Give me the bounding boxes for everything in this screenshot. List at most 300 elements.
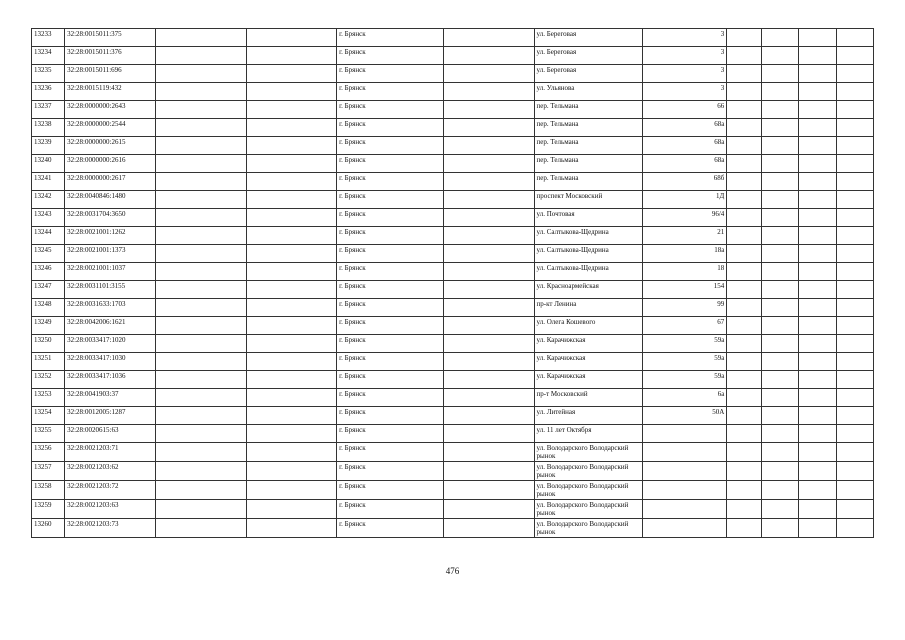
city-cell: г. Брянск [337, 245, 443, 263]
cadastral-number-cell: 32:28:0021203:73 [65, 519, 156, 538]
city-cell: г. Брянск [337, 209, 443, 227]
house-number-cell [643, 443, 727, 462]
empty-cell [443, 47, 534, 65]
row-number-cell: 13247 [32, 281, 65, 299]
cadastral-number-cell: 32:28:0042006:1621 [65, 317, 156, 335]
empty-cell [837, 29, 874, 47]
empty-cell [247, 83, 337, 101]
row-number-cell: 13250 [32, 335, 65, 353]
empty-cell [443, 209, 534, 227]
empty-cell [837, 371, 874, 389]
empty-cell [837, 281, 874, 299]
house-number-cell: 3 [643, 29, 727, 47]
empty-cell [443, 299, 534, 317]
empty-cell [727, 83, 761, 101]
house-number-cell [643, 519, 727, 538]
empty-cell [799, 173, 837, 191]
empty-cell [443, 191, 534, 209]
street-cell: ул. Береговая [534, 65, 643, 83]
table-row [32, 317, 874, 335]
empty-cell [156, 155, 247, 173]
cadastral-number-cell: 32:28:0000000:2544 [65, 119, 156, 137]
empty-cell [156, 137, 247, 155]
empty-cell [799, 137, 837, 155]
cadastral-number-cell: 32:28:0021203:63 [65, 500, 156, 519]
empty-cell [761, 137, 799, 155]
city-cell: г. Брянск [337, 65, 443, 83]
house-number-cell: 1Д [643, 191, 727, 209]
empty-cell [727, 191, 761, 209]
city-cell: г. Брянск [337, 191, 443, 209]
cadastral-number-cell: 32:28:0033417:1036 [65, 371, 156, 389]
street-cell: пер. Тельмана [534, 137, 643, 155]
empty-cell [761, 173, 799, 191]
row-number-cell: 13257 [32, 462, 65, 481]
register-table-body [32, 29, 874, 538]
cadastral-number-cell: 32:28:0015119:432 [65, 83, 156, 101]
cadastral-number-cell: 32:28:0000000:2615 [65, 137, 156, 155]
empty-cell [156, 83, 247, 101]
row-number-cell: 13236 [32, 83, 65, 101]
table-row [32, 371, 874, 389]
empty-cell [156, 425, 247, 443]
street-cell: ул. Володарского Володарский рынок [534, 462, 643, 481]
empty-cell [761, 245, 799, 263]
row-number-cell: 13245 [32, 245, 65, 263]
cadastral-number-cell: 32:28:0031704:3650 [65, 209, 156, 227]
empty-cell [837, 519, 874, 538]
empty-cell [837, 173, 874, 191]
empty-cell [761, 263, 799, 281]
empty-cell [761, 155, 799, 173]
empty-cell [156, 263, 247, 281]
street-cell: ул. Береговая [534, 29, 643, 47]
cadastral-number-cell: 32:28:0031101:3155 [65, 281, 156, 299]
table-row [32, 119, 874, 137]
empty-cell [443, 83, 534, 101]
house-number-cell: 66 [643, 101, 727, 119]
street-cell: ул. Володарского Володарский рынок [534, 481, 643, 500]
house-number-cell: 59а [643, 371, 727, 389]
empty-cell [443, 137, 534, 155]
table-row [32, 462, 874, 481]
empty-cell [837, 425, 874, 443]
row-number-cell: 13233 [32, 29, 65, 47]
empty-cell [443, 353, 534, 371]
empty-cell [443, 119, 534, 137]
empty-cell [156, 519, 247, 538]
empty-cell [761, 65, 799, 83]
row-number-cell: 13253 [32, 389, 65, 407]
cadastral-number-cell: 32:28:0041903:37 [65, 389, 156, 407]
street-cell: ул. Ульянова [534, 83, 643, 101]
table-row [32, 500, 874, 519]
table-row [32, 443, 874, 462]
empty-cell [247, 281, 337, 299]
city-cell: г. Брянск [337, 137, 443, 155]
city-cell: г. Брянск [337, 29, 443, 47]
house-number-cell [643, 481, 727, 500]
empty-cell [156, 65, 247, 83]
empty-cell [443, 263, 534, 281]
cadastral-number-cell: 32:28:0021203:62 [65, 462, 156, 481]
city-cell: г. Брянск [337, 389, 443, 407]
city-cell: г. Брянск [337, 155, 443, 173]
empty-cell [727, 389, 761, 407]
empty-cell [837, 245, 874, 263]
house-number-cell: 50А [643, 407, 727, 425]
empty-cell [799, 65, 837, 83]
street-cell: пер. Тельмана [534, 173, 643, 191]
empty-cell [727, 173, 761, 191]
empty-cell [443, 443, 534, 462]
empty-cell [727, 371, 761, 389]
empty-cell [247, 191, 337, 209]
empty-cell [837, 299, 874, 317]
table-row [32, 407, 874, 425]
empty-cell [837, 119, 874, 137]
cadastral-number-cell: 32:28:0040846:1480 [65, 191, 156, 209]
empty-cell [761, 209, 799, 227]
row-number-cell: 13235 [32, 65, 65, 83]
empty-cell [799, 47, 837, 65]
empty-cell [156, 500, 247, 519]
empty-cell [247, 119, 337, 137]
empty-cell [727, 299, 761, 317]
table-row [32, 263, 874, 281]
empty-cell [156, 443, 247, 462]
empty-cell [799, 519, 837, 538]
cadastral-number-cell: 32:28:0021001:1262 [65, 227, 156, 245]
empty-cell [761, 371, 799, 389]
empty-cell [837, 191, 874, 209]
table-row [32, 209, 874, 227]
table-row [32, 425, 874, 443]
table-row [32, 389, 874, 407]
empty-cell [727, 443, 761, 462]
empty-cell [727, 101, 761, 119]
city-cell: г. Брянск [337, 519, 443, 538]
empty-cell [761, 425, 799, 443]
empty-cell [799, 425, 837, 443]
empty-cell [727, 47, 761, 65]
house-number-cell: 3 [643, 47, 727, 65]
cadastral-number-cell: 32:28:0031633:1703 [65, 299, 156, 317]
empty-cell [247, 245, 337, 263]
empty-cell [443, 371, 534, 389]
empty-cell [761, 29, 799, 47]
empty-cell [443, 101, 534, 119]
empty-cell [727, 245, 761, 263]
table-row [32, 137, 874, 155]
empty-cell [761, 481, 799, 500]
row-number-cell: 13246 [32, 263, 65, 281]
street-cell: ул. Салтыкова-Щедрина [534, 227, 643, 245]
table-row [32, 281, 874, 299]
empty-cell [761, 47, 799, 65]
empty-cell [761, 335, 799, 353]
empty-cell [247, 101, 337, 119]
street-cell: ул. Володарского Володарский рынок [534, 443, 643, 462]
empty-cell [727, 281, 761, 299]
empty-cell [727, 500, 761, 519]
house-number-cell: 59а [643, 353, 727, 371]
street-cell: ул. Олега Кошевого [534, 317, 643, 335]
street-cell: пр-т Московский [534, 389, 643, 407]
cadastral-number-cell: 32:28:0021001:1037 [65, 263, 156, 281]
empty-cell [799, 281, 837, 299]
city-cell: г. Брянск [337, 500, 443, 519]
empty-cell [156, 462, 247, 481]
empty-cell [247, 29, 337, 47]
house-number-cell: 68а [643, 137, 727, 155]
empty-cell [247, 443, 337, 462]
empty-cell [247, 407, 337, 425]
empty-cell [761, 119, 799, 137]
row-number-cell: 13244 [32, 227, 65, 245]
street-cell: пр-кт Ленина [534, 299, 643, 317]
house-number-cell: 67 [643, 317, 727, 335]
row-number-cell: 13234 [32, 47, 65, 65]
cadastral-number-cell: 32:28:0033417:1030 [65, 353, 156, 371]
house-number-cell: 59а [643, 335, 727, 353]
empty-cell [443, 281, 534, 299]
empty-cell [761, 83, 799, 101]
city-cell: г. Брянск [337, 425, 443, 443]
street-cell: проспект Московский [534, 191, 643, 209]
cadastral-number-cell: 32:28:0021203:72 [65, 481, 156, 500]
empty-cell [799, 119, 837, 137]
cadastral-number-cell: 32:28:0000000:2617 [65, 173, 156, 191]
empty-cell [799, 263, 837, 281]
street-cell: ул. Почтовая [534, 209, 643, 227]
empty-cell [156, 227, 247, 245]
empty-cell [837, 389, 874, 407]
empty-cell [247, 227, 337, 245]
city-cell: г. Брянск [337, 173, 443, 191]
house-number-cell [643, 462, 727, 481]
empty-cell [837, 155, 874, 173]
city-cell: г. Брянск [337, 83, 443, 101]
empty-cell [799, 245, 837, 263]
empty-cell [247, 299, 337, 317]
house-number-cell: 18а [643, 245, 727, 263]
empty-cell [247, 481, 337, 500]
empty-cell [837, 263, 874, 281]
row-number-cell: 13258 [32, 481, 65, 500]
empty-cell [727, 29, 761, 47]
empty-cell [837, 137, 874, 155]
empty-cell [799, 371, 837, 389]
row-number-cell: 13255 [32, 425, 65, 443]
empty-cell [727, 353, 761, 371]
cadastral-number-cell: 32:28:0000000:2616 [65, 155, 156, 173]
empty-cell [837, 443, 874, 462]
empty-cell [837, 500, 874, 519]
city-cell: г. Брянск [337, 299, 443, 317]
row-number-cell: 13259 [32, 500, 65, 519]
city-cell: г. Брянск [337, 119, 443, 137]
empty-cell [156, 47, 247, 65]
city-cell: г. Брянск [337, 263, 443, 281]
city-cell: г. Брянск [337, 47, 443, 65]
empty-cell [443, 227, 534, 245]
empty-cell [837, 65, 874, 83]
empty-cell [761, 519, 799, 538]
empty-cell [247, 500, 337, 519]
empty-cell [443, 500, 534, 519]
house-number-cell: 6а [643, 389, 727, 407]
empty-cell [247, 462, 337, 481]
empty-cell [799, 29, 837, 47]
city-cell: г. Брянск [337, 481, 443, 500]
table-row [32, 227, 874, 245]
empty-cell [799, 299, 837, 317]
house-number-cell: 96/4 [643, 209, 727, 227]
city-cell: г. Брянск [337, 371, 443, 389]
empty-cell [247, 137, 337, 155]
empty-cell [761, 462, 799, 481]
empty-cell [799, 407, 837, 425]
empty-cell [727, 155, 761, 173]
cadastral-number-cell: 32:28:0033417:1020 [65, 335, 156, 353]
empty-cell [443, 335, 534, 353]
empty-cell [156, 119, 247, 137]
empty-cell [443, 245, 534, 263]
empty-cell [156, 335, 247, 353]
house-number-cell: 68б [643, 173, 727, 191]
empty-cell [156, 281, 247, 299]
empty-cell [799, 353, 837, 371]
empty-cell [837, 227, 874, 245]
empty-cell [247, 317, 337, 335]
house-number-cell: 154 [643, 281, 727, 299]
street-cell: ул. Володарского Володарский рынок [534, 519, 643, 538]
empty-cell [799, 500, 837, 519]
empty-cell [837, 101, 874, 119]
cadastral-number-cell: 32:28:0015011:376 [65, 47, 156, 65]
empty-cell [727, 65, 761, 83]
row-number-cell: 13254 [32, 407, 65, 425]
house-number-cell: 99 [643, 299, 727, 317]
cadastral-number-cell: 32:28:0015011:696 [65, 65, 156, 83]
row-number-cell: 13256 [32, 443, 65, 462]
empty-cell [156, 209, 247, 227]
house-number-cell: 3 [643, 83, 727, 101]
empty-cell [761, 101, 799, 119]
house-number-cell [643, 425, 727, 443]
empty-cell [443, 155, 534, 173]
table-row [32, 173, 874, 191]
street-cell: пер. Тельмана [534, 155, 643, 173]
empty-cell [799, 209, 837, 227]
empty-cell [443, 481, 534, 500]
empty-cell [761, 191, 799, 209]
empty-cell [837, 47, 874, 65]
empty-cell [156, 299, 247, 317]
empty-cell [247, 335, 337, 353]
table-row [32, 191, 874, 209]
empty-cell [443, 65, 534, 83]
empty-cell [727, 227, 761, 245]
empty-cell [156, 371, 247, 389]
empty-cell [761, 299, 799, 317]
empty-cell [799, 389, 837, 407]
house-number-cell: 68а [643, 155, 727, 173]
empty-cell [727, 335, 761, 353]
empty-cell [761, 500, 799, 519]
house-number-cell: 21 [643, 227, 727, 245]
row-number-cell: 13242 [32, 191, 65, 209]
cadastral-number-cell: 32:28:0020615:63 [65, 425, 156, 443]
empty-cell [799, 462, 837, 481]
empty-cell [799, 443, 837, 462]
table-row [32, 335, 874, 353]
empty-cell [727, 481, 761, 500]
empty-cell [799, 83, 837, 101]
row-number-cell: 13238 [32, 119, 65, 137]
empty-cell [247, 173, 337, 191]
empty-cell [247, 65, 337, 83]
empty-cell [156, 29, 247, 47]
empty-cell [156, 481, 247, 500]
row-number-cell: 13252 [32, 371, 65, 389]
empty-cell [443, 389, 534, 407]
street-cell: ул. Карачижская [534, 371, 643, 389]
table-row [32, 65, 874, 83]
cadastral-number-cell: 32:28:0021203:71 [65, 443, 156, 462]
cadastral-number-cell: 32:28:0021001:1373 [65, 245, 156, 263]
empty-cell [837, 481, 874, 500]
empty-cell [761, 281, 799, 299]
city-cell: г. Брянск [337, 443, 443, 462]
empty-cell [799, 227, 837, 245]
street-cell: ул. 11 лет Октября [534, 425, 643, 443]
empty-cell [247, 353, 337, 371]
empty-cell [727, 137, 761, 155]
street-cell: ул. Салтыкова-Щедрина [534, 245, 643, 263]
empty-cell [727, 425, 761, 443]
empty-cell [247, 263, 337, 281]
empty-cell [247, 155, 337, 173]
empty-cell [156, 101, 247, 119]
empty-cell [247, 371, 337, 389]
empty-cell [156, 353, 247, 371]
empty-cell [837, 335, 874, 353]
street-cell: ул. Красноармейская [534, 281, 643, 299]
house-number-cell: 3 [643, 65, 727, 83]
city-cell: г. Брянск [337, 353, 443, 371]
street-cell: пер. Тельмана [534, 119, 643, 137]
empty-cell [247, 209, 337, 227]
empty-cell [761, 389, 799, 407]
empty-cell [443, 407, 534, 425]
table-row [32, 481, 874, 500]
empty-cell [156, 407, 247, 425]
empty-cell [443, 173, 534, 191]
empty-cell [727, 209, 761, 227]
table-row [32, 83, 874, 101]
empty-cell [727, 519, 761, 538]
table-row [32, 47, 874, 65]
city-cell: г. Брянск [337, 101, 443, 119]
street-cell: ул. Береговая [534, 47, 643, 65]
empty-cell [761, 227, 799, 245]
empty-cell [247, 425, 337, 443]
table-row [32, 519, 874, 538]
empty-cell [837, 462, 874, 481]
empty-cell [443, 519, 534, 538]
